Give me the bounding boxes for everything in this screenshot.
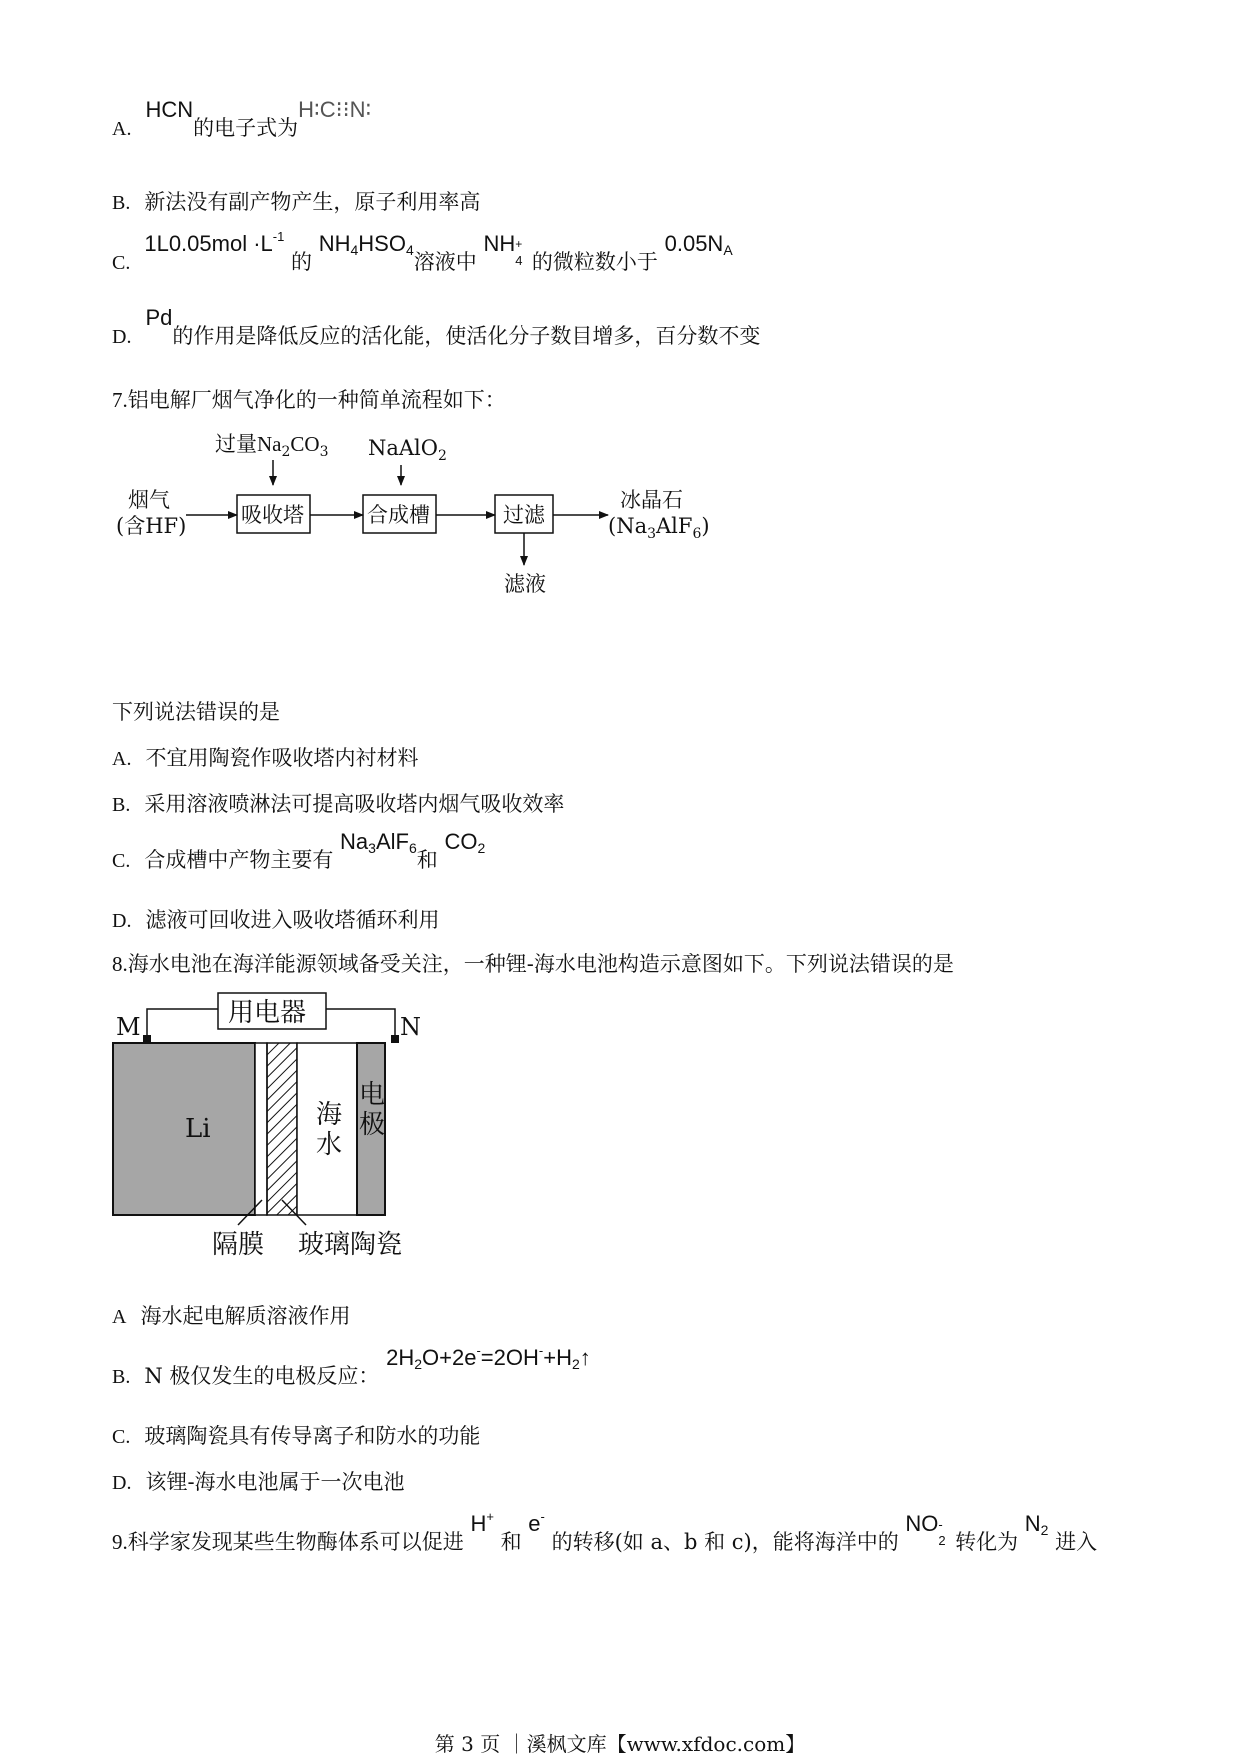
option-text: 的电子式为 bbox=[193, 116, 299, 140]
formula-hcn: HCN bbox=[145, 97, 194, 122]
question-number: 9. bbox=[112, 1530, 128, 1554]
synthesis-label: 合成槽 bbox=[367, 503, 430, 527]
electrode-label-1: 电 bbox=[359, 1080, 386, 1110]
question-text: 转化为 bbox=[955, 1530, 1019, 1554]
filtrate-label: 滤液 bbox=[504, 572, 546, 596]
input-gas-hf: (含HF) bbox=[116, 514, 187, 538]
option-label: B. bbox=[112, 1366, 131, 1388]
option-text: 滤液可回收进入吸收塔循环利用 bbox=[145, 908, 440, 932]
question-8-stem bbox=[112, 948, 954, 978]
q7-option-d bbox=[112, 904, 439, 934]
option-text: 采用溶液喷淋法可提高吸收塔内烟气吸收效率 bbox=[144, 792, 565, 816]
option-label: B. bbox=[112, 192, 131, 214]
seawater-label-2: 水 bbox=[316, 1130, 343, 1160]
option-text: 溶液中 bbox=[413, 250, 477, 274]
option-text: 和 bbox=[416, 848, 438, 872]
option-label: C. bbox=[112, 252, 131, 274]
formula-pd: Pd bbox=[145, 305, 173, 330]
option-label: D. bbox=[112, 326, 132, 348]
option-text: 的作用是降低反应的活化能，使活化分子数目增多，百分数不变 bbox=[172, 324, 761, 348]
input-gas: 烟气 bbox=[128, 488, 170, 512]
filter-label: 过滤 bbox=[503, 503, 545, 527]
q6-option-a bbox=[112, 97, 372, 142]
load-label: 用电器 bbox=[228, 998, 307, 1028]
q8-option-a bbox=[112, 1300, 350, 1330]
q8-option-d bbox=[112, 1466, 405, 1496]
seawater-label-1: 海 bbox=[316, 1100, 343, 1130]
formula-co2: $CO_2$ bbox=[444, 829, 486, 856]
q6-option-d bbox=[112, 305, 761, 350]
question-number: 7. bbox=[112, 388, 128, 412]
terminal-m: M bbox=[116, 1013, 141, 1041]
formula-na: $0.05N_A$ bbox=[664, 231, 733, 258]
option-text: 的 bbox=[291, 250, 313, 274]
formula-na3alf6: $Na_3AlF_6$ bbox=[340, 829, 417, 856]
option-text: 新法没有副产物产生，原子利用率高 bbox=[144, 190, 481, 214]
terminal-n: N bbox=[400, 1013, 421, 1041]
flow-diagram bbox=[110, 425, 730, 600]
reagent-na2co3: 过量$Na_2CO_3$ bbox=[215, 432, 329, 460]
glass-ceramic bbox=[267, 1043, 297, 1215]
option-text: 的微粒数小于 bbox=[531, 250, 658, 274]
question-text: 海水电池在海洋能源领域备受关注，一种锂-海水电池构造示意图如下。下列说法错误的是 bbox=[127, 952, 954, 976]
option-text: 玻璃陶瓷具有传导离子和防水的功能 bbox=[144, 1424, 481, 1448]
electrode-equation: $2H_2O+2e^-=2OH^-+H_2↑$ bbox=[386, 1343, 591, 1372]
absorber-label: 吸收塔 bbox=[241, 503, 304, 527]
question-7-prompt: 下列说法错误的是 bbox=[112, 700, 280, 724]
option-label: A. bbox=[112, 118, 132, 140]
formula-no2-ion: NO - 2 bbox=[905, 1511, 946, 1548]
option-label: D. bbox=[112, 1472, 132, 1494]
electrode-label-2: 极 bbox=[359, 1110, 386, 1140]
option-text: 该锂-海水电池属于一次电池 bbox=[145, 1470, 405, 1494]
option-text: 海水起电解质溶液作用 bbox=[140, 1304, 351, 1328]
q8-option-c bbox=[112, 1420, 480, 1450]
option-text: 合成槽中产物主要有 bbox=[144, 848, 334, 872]
question-7-stem bbox=[112, 384, 506, 414]
q6-option-b bbox=[112, 186, 480, 216]
q6-option-c bbox=[112, 229, 733, 276]
formula-electron: e- bbox=[528, 1509, 545, 1536]
membrane-label: 隔膜 bbox=[212, 1230, 265, 1260]
q8-option-b bbox=[112, 1343, 591, 1390]
ceramic-label: 玻璃陶瓷 bbox=[298, 1230, 403, 1260]
option-text: N 极仅发生的电极反应： bbox=[144, 1364, 380, 1388]
formula-nh4-ion: NH + 4 bbox=[483, 231, 523, 268]
option-label: B. bbox=[112, 794, 131, 816]
output-cryolite: 冰晶石 bbox=[620, 488, 683, 512]
option-label: A bbox=[112, 1306, 127, 1328]
option-label: A. bbox=[112, 748, 132, 770]
q7-option-b bbox=[112, 788, 564, 818]
question-text: 科学家发现某些生物酶体系可以促进 bbox=[127, 1530, 464, 1554]
option-label: C. bbox=[112, 1426, 131, 1448]
question-text: 铝电解厂烟气净化的一种简单流程如下： bbox=[127, 388, 506, 412]
question-number: 8. bbox=[112, 952, 128, 976]
question-9-stem bbox=[112, 1509, 1098, 1556]
question-text: 进入 bbox=[1055, 1530, 1098, 1554]
option-label: D. bbox=[112, 910, 132, 932]
formula-h-ion: H+ bbox=[470, 1509, 494, 1536]
lithium-electrode bbox=[113, 1043, 255, 1215]
option-text: 不宜用陶瓷作吸收塔内衬材料 bbox=[145, 746, 419, 770]
lithium-label: Li bbox=[185, 1114, 211, 1144]
option-label: C. bbox=[112, 850, 131, 872]
q7-option-a bbox=[112, 742, 418, 772]
lewis-structure: H∶C⁝⁝N∶ bbox=[298, 97, 372, 122]
membrane bbox=[255, 1043, 267, 1215]
question-text: 和 bbox=[500, 1530, 522, 1554]
formula-n2: $N_2$ bbox=[1024, 1511, 1049, 1538]
question-text: 的转移(如 a、b 和 c)，能将海洋中的 bbox=[551, 1530, 899, 1554]
output-cryolite-formula: $(Na_3AlF_6)$ bbox=[608, 514, 710, 542]
page-footer: 第 3 页 ｜溪枫文库【www.xfdoc.com】 bbox=[434, 1732, 806, 1756]
formula-nh4hso4: $NH_4HSO_4$ bbox=[318, 231, 414, 258]
q7-option-c bbox=[112, 829, 486, 874]
reagent-naalo2: NaAlO$_2$ bbox=[368, 436, 447, 464]
battery-diagram bbox=[110, 985, 430, 1265]
concentration: $1L0.05mol \cdot L^{-1}$ bbox=[144, 229, 285, 256]
